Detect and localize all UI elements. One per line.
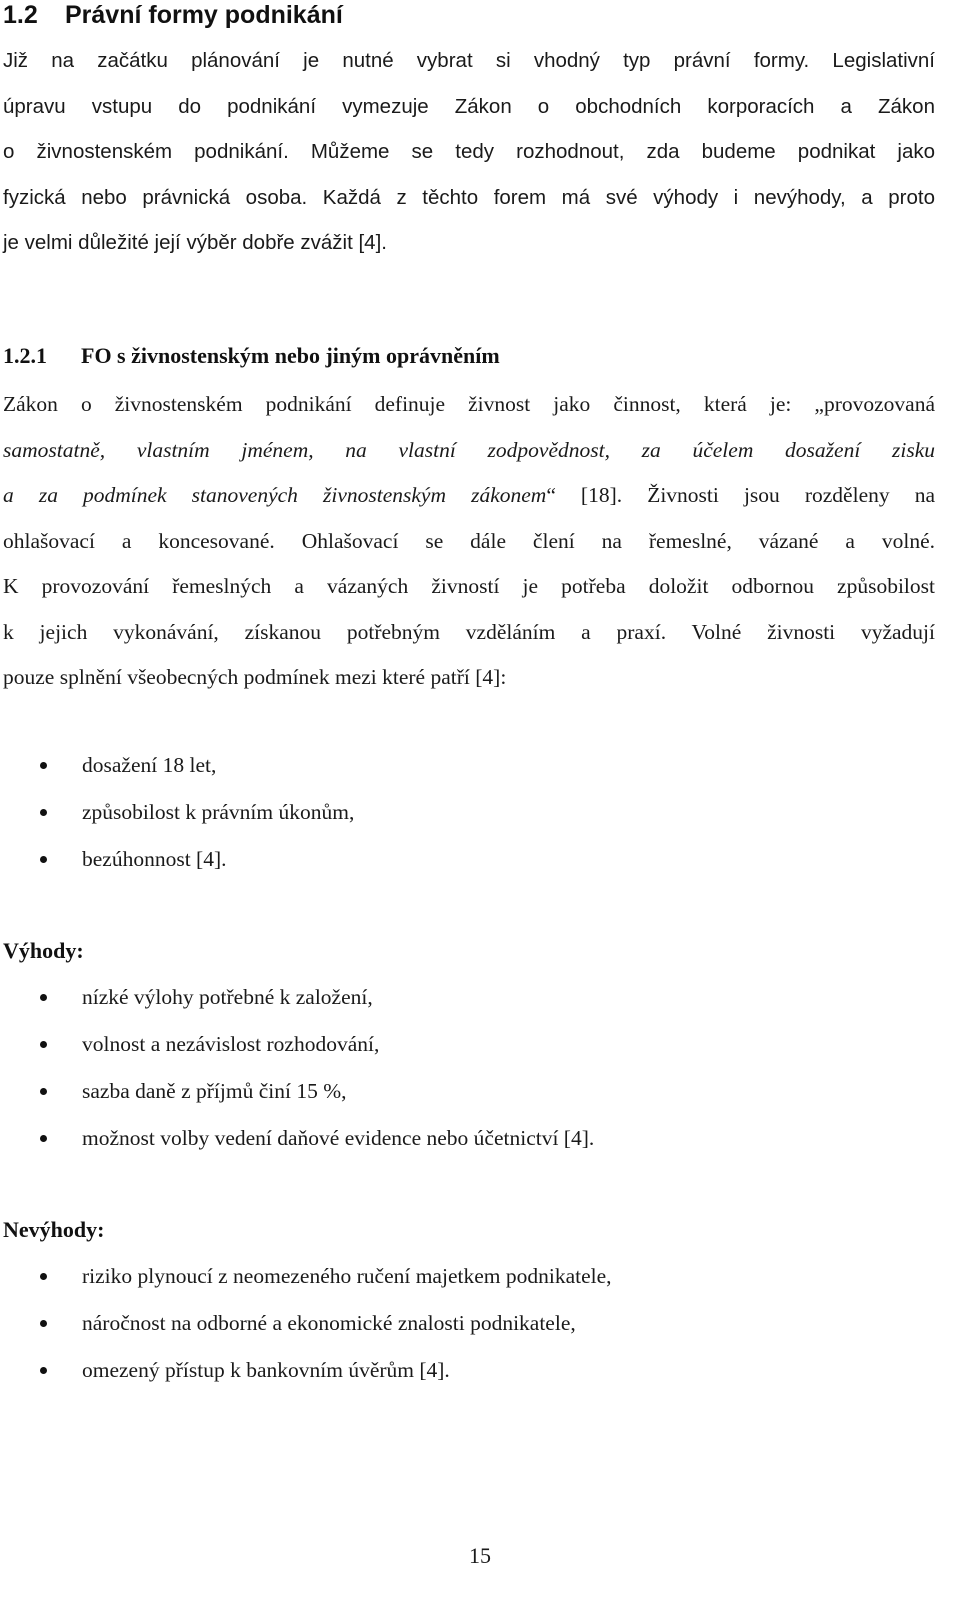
bullet-icon bbox=[40, 809, 47, 816]
paragraph-line bbox=[3, 382, 935, 428]
section-title: Právní formy podnikání bbox=[65, 1, 343, 29]
list-item-text: nízké výlohy potřebné k založení, bbox=[82, 985, 373, 1009]
subsection-heading bbox=[3, 341, 500, 371]
disadvantages-list bbox=[0, 1253, 612, 1394]
section-number: 1.2 bbox=[3, 1, 38, 29]
paragraph-line bbox=[3, 473, 935, 519]
list-item-text: způsobilost k právním úkonům, bbox=[82, 800, 355, 824]
list-item-text: náročnost na odborné a ekonomické znalosti podnikatele, bbox=[82, 1311, 576, 1335]
paragraph-line: Již na začátku plánování je nutné vybrat si vhodný typ právní formy. Legislativní bbox=[3, 49, 935, 72]
bullet-icon bbox=[40, 1135, 47, 1142]
advantages-heading: Výhody: bbox=[3, 938, 84, 963]
section-paragraph bbox=[3, 38, 935, 266]
list-item bbox=[0, 1300, 612, 1347]
paragraph-line: K provozování řemeslných a vázaných živností je potřeba doložit odbornou způsobilost bbox=[3, 574, 935, 598]
list-item bbox=[0, 1115, 594, 1162]
paragraph-line: je velmi důležité její výběr dobře zvážit [4]. bbox=[3, 231, 387, 254]
quote-italic: a za podmínek stanovených živnostenským zákonem bbox=[3, 483, 547, 507]
paragraph-line: pouze splnění všeobecných podmínek mezi které patří [4]: bbox=[3, 665, 507, 689]
list-item bbox=[0, 974, 594, 1021]
list-item-text: dosažení 18 let, bbox=[82, 753, 217, 777]
list-item bbox=[0, 1347, 612, 1394]
bullet-icon bbox=[40, 1041, 47, 1048]
subsection-title: FO s živnostenským nebo jiným oprávněním bbox=[81, 343, 500, 368]
bullet-icon bbox=[40, 1088, 47, 1095]
bullet-icon bbox=[40, 762, 47, 769]
list-item bbox=[0, 1068, 594, 1115]
definition-intro: Zákon o živnostenském podnikání definuje živnost jako činnost, která je: „provozovaná bbox=[3, 392, 935, 416]
list-item-text: bezúhonnost [4]. bbox=[82, 847, 227, 871]
list-item-text: omezený přístup k bankovním úvěrům [4]. bbox=[82, 1358, 450, 1382]
list-item-text: riziko plynoucí z neomezeného ručení majetkem podnikatele, bbox=[82, 1264, 612, 1288]
advantages-list bbox=[0, 974, 594, 1162]
paragraph-line: ohlašovací a koncesované. Ohlašovací se dále člení na řemeslné, vázané a volné. bbox=[3, 528, 935, 553]
paragraph-line: úpravu vstupu do podnikání vymezuje Zákon o obchodních korporacích a Zákon bbox=[3, 94, 935, 118]
list-item bbox=[0, 836, 354, 883]
conditions-list bbox=[0, 742, 354, 883]
paragraph-line: o živnostenském podnikání. Můžeme se tedy rozhodnout, zda budeme podnikat jako bbox=[3, 140, 935, 163]
paragraph-line: k jejich vykonávání, získanou potřebným vzděláním a praxí. Volné živnosti vyžadují bbox=[3, 619, 935, 644]
bullet-icon bbox=[40, 1320, 47, 1327]
bullet-icon bbox=[40, 994, 47, 1001]
list-item bbox=[0, 789, 354, 836]
disadvantages-heading: Nevýhody: bbox=[3, 1217, 105, 1242]
list-item-text: možnost volby vedení daňové evidence nebo účetnictví [4]. bbox=[82, 1126, 595, 1150]
paragraph-line: fyzická nebo právnická osoba. Každá z těchto forem má své výhody i nevýhody, a proto bbox=[3, 185, 935, 209]
paragraph-line: samostatně, vlastním jménem, na vlastní zodpovědnost, za účelem dosažení zisku bbox=[3, 437, 935, 462]
bullet-icon bbox=[40, 1273, 47, 1280]
list-item-text: sazba daně z příjmů činí 15 %, bbox=[82, 1079, 347, 1103]
bullet-icon bbox=[40, 856, 47, 863]
list-item bbox=[0, 1021, 594, 1068]
section-heading bbox=[3, 0, 343, 30]
list-item bbox=[0, 742, 354, 789]
subsection-number: 1.2.1 bbox=[3, 343, 47, 368]
page-number: 15 bbox=[469, 1543, 491, 1568]
quote-rest: “ [18]. Živnosti jsou rozděleny na bbox=[546, 483, 935, 507]
list-item-text: volnost a nezávislost rozhodování, bbox=[82, 1032, 380, 1056]
bullet-icon bbox=[40, 1367, 47, 1374]
subsection-paragraph bbox=[3, 382, 935, 701]
list-item bbox=[0, 1253, 612, 1300]
